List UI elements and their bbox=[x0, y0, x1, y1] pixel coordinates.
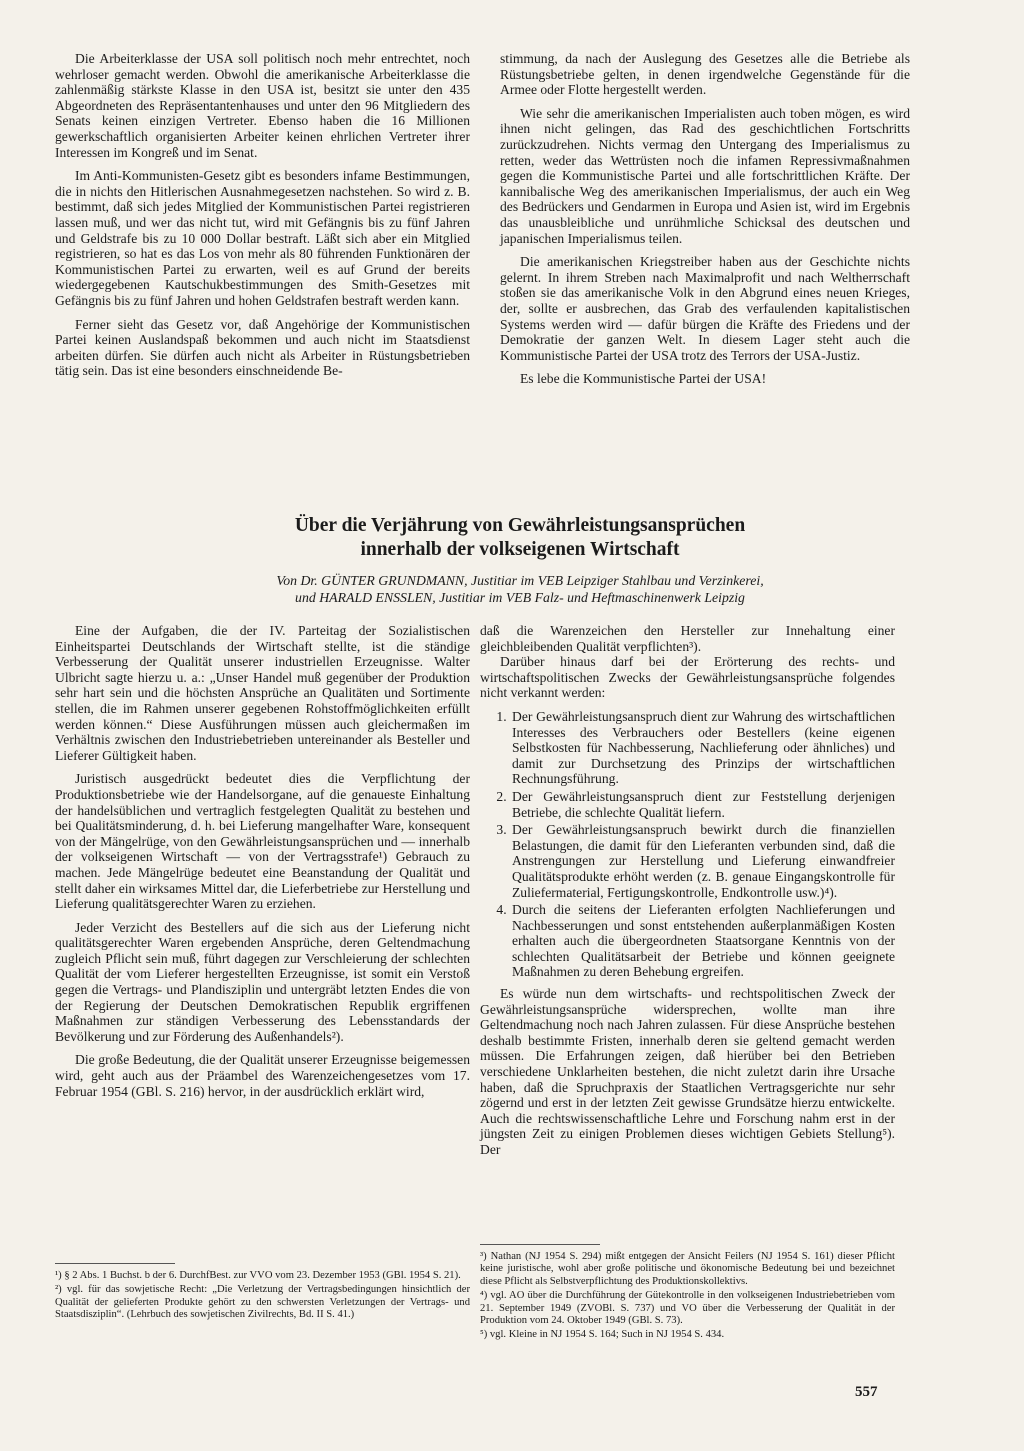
footnote-rule bbox=[55, 1263, 175, 1264]
paragraph: Die Arbeiterklasse der USA soll politisch noch mehr entrechtet, noch wehrloser gemacht werden. Obwohl die amerikanische Arbeiterklasse die zahlenmäßig stärkste Klasse in den USA ist, besitzt sie unter den 435 Abgeordneten des Repräsentantenhauses und unter den 96 Mitgliedern des Senats keinen einzigen Vertreter. Ebenso haben die 16 Millionen gewerkschaftlich organisierten Arbeiter keinen ehrlichen Vertreter ihrer Interessen im Kongreß und im Senat. bbox=[55, 51, 470, 160]
article-column-left bbox=[55, 623, 470, 1099]
footnote: ⁴) vgl. AO über die Durchführung der Gütekontrolle in den volkseigenen Industriebetrieben vom 21. September 1949 (ZVOBl. S. 737) und VO über die Verbesserung der Qualität in der Produktion vom 24. Oktober 1949 (GBl. S. 73). bbox=[480, 1290, 895, 1327]
article-byline bbox=[120, 572, 920, 606]
paragraph: Juristisch ausgedrückt bedeutet dies die Verpflichtung der Produktionsbetriebe wie der Handelsorgane, auf die genaueste Einhaltung der handelsüblichen und vertraglich festgelegten Qualität zu bestehen und bei Qualitätsminderung, d. h. bei Lieferung mangelhafter Ware, konsequent von der Mängelrüge, von den Gewährleistungsansprüchen und — innerhalb der volkseigenen Wirtschaft — von der Vertragsstrafe¹) Gebrauch zu machen. Jede Mängelrüge bedeutet eine Beanstandung der Qualität und stellt daher ein wirksames Mittel dar, die Lieferbetriebe zur Herstellung und Lieferung qualitätsgerechter Waren zu erziehen. bbox=[55, 771, 470, 912]
paragraph: Darüber hinaus darf bei der Erörterung des rechts- und wirtschaftspolitischen Zwecks der Gewährleistungsansprüche folgendes nicht verkannt werden: bbox=[480, 654, 895, 701]
closing-slogan: Es lebe die Kommunistische Partei der USA! bbox=[520, 371, 767, 387]
page-number: 557 bbox=[855, 1384, 878, 1400]
paragraph: Jeder Verzicht des Bestellers auf die sich aus der Lieferung nicht qualitätsgerechter Waren ergebenden Ansprüche, deren Geltendmachung zugleich Pflicht sein muß, führt dagegen zur Verschleierung der schlechten Qualität der vom Lieferer hergestellten Erzeugnisse, ist somit ein Verstoß gegen die Vertrags- und Plandisziplin und untergräbt letzten Endes die von der Regierung der Deutschen Demokratischen Republik ergriffenen Maßnahmen zur ständigen Verbesserung des Lebensstandards der Bevölkerung und zur Förderung des Außenhandels²). bbox=[55, 919, 470, 1044]
paragraph: Im Anti-Kommunisten-Gesetz gibt es besonders infame Bestimmungen, die in nichts den Hitlerischen Ausnahmegesetzen nachstehen. So wird z. B. bestimmt, daß sich jedes Mitglied der Kommunistischen Partei registrieren lassen muß, und wer das nicht tut, wird mit Gefängnis bis zu fünf Jahren und Geldstrafe bis zu 10 000 Dollar bestraft. Läßt sich aber ein Mitglied registrieren, so hat es das Los von mehr als 80 führenden Funktionären der Kommunistischen Partei zu erwarten, weil es auf Grund der bereits wiedergegebenen Kautschukbestimmungen des Smith-Gesetzes mit Gefängnis bis zu fünf Jahren und hohen Geldstrafen bestraft werden kann. bbox=[55, 168, 470, 308]
byline-line: und HARALD ENSSLEN, Justitiar im VEB Falz- und Heftmaschinenwerk Leipzig bbox=[295, 590, 745, 605]
byline-line: Von Dr. GÜNTER GRUNDMANN, Justitiar im VEB Leipziger Stahlbau und Verzinkerei, bbox=[276, 573, 764, 588]
paragraph: stimmung, da nach der Auslegung des Gesetzes alle die Betriebe als Rüstungsbetriebe gelten, in denen irgendwelche Gegenstände für die Armee oder Flotte hergestellt werden. bbox=[500, 51, 910, 98]
footnotes-left bbox=[55, 1257, 470, 1324]
list-item: 4. Durch die seitens der Lieferanten erfolgten Nachlieferungen und Nachbesserungen und sonst entstehenden außerplanmäßigen Kosten erhalten auch die übergeordneten Staatsorgane Kenntnis von der schlechten Qualitätsarbeit der Betriebe und können geeignete Maßnahmen zu deren Behebung ergreifen. bbox=[510, 902, 895, 980]
paragraph: Ferner sieht das Gesetz vor, daß Angehörige der Kommunistischen Partei keinen Auslandspaß bekommen und auch nicht im Staatsdienst arbeiten dürfen. Sie dürfen auch nicht als Arbeiter in Rüstungsbetrieben tätig sein. Das ist eine besonders einschneidende Be- bbox=[55, 316, 470, 379]
paragraph: Eine der Aufgaben, die der IV. Parteitag der Sozialistischen Einheitspartei Deutschlands der Wirtschaft stellte, ist die ständige Verbesserung der Qualität unserer industriellen Erzeugnisse. Walter Ulbricht sagte hierzu u. a.: „Unser Handel muß gegenüber der Produktion sehr hart sein und die höchsten Ansprüche an Qualitäten und Sortimente stellen, die im Rahmen unserer gegebenen Rohstoffmöglichkeiten erfüllt werden können.“ Diese Ausführungen müssen auch gleichermaßen im Verhältnis zwischen den Industriebetrieben untereinander als Besteller und Lieferer Gültigkeit haben. bbox=[55, 623, 470, 763]
footnote: ¹) § 2 Abs. 1 Buchst. b der 6. DurchfBest. zur VVO vom 23. Dezember 1953 (GBl. 1954 S. 21). bbox=[55, 1270, 461, 1281]
footnotes-right bbox=[480, 1238, 895, 1344]
article-title-line: Über die Verjährung von Gewährleistungsansprüchen bbox=[294, 515, 746, 536]
footnote: ³) Nathan (NJ 1954 S. 294) mißt entgegen der Ansicht Feilers (NJ 1954 S. 161) dieser Pflicht keine juristische, wohl aber große politische und ökonomische Bedeutung bei und bezeichnet diese Pflicht als Selbstverpflichtung des Produktionskollektivs. bbox=[480, 1251, 895, 1287]
paragraph: Es würde nun dem wirtschafts- und rechtspolitischen Zweck der Gewährleistungsansprüche widersprechen, wollte man ihre Geltendmachung noch nach Jahren zulassen. Für diese Ansprüche bestehen deshalb bestimmte Fristen, innerhalb deren sie geltend gemacht werden müssen. Die Erfahrungen zeigen, daß hierüber bei den Betrieben verschiedene Unklarheiten bestehen, die nicht zuletzt darin ihre Ursache haben, daß die Spruchpraxis der Staatlichen Vertragsgerichte nur sehr zögernd und erst in der letzten Zeit gewisse Grundsätze hierzu entwickelte. Auch die rechtswissenschaftliche Lehre und Forschung nahm erst in der jüngsten Zeit zu einigen Problemen dieses wichtigen Gebiets Stellung⁵). Der bbox=[480, 986, 895, 1157]
article-title bbox=[120, 514, 920, 562]
paragraph: Die amerikanischen Kriegstreiber haben aus der Geschichte nichts gelernt. In ihrem Streben nach Maximalprofit und nach Weltherrschaft stoßen sie das amerikanische Volk in den Abgrund eines neuen Krieges, der, sollte er ausbrechen, das Grab des verfaulenden kapitalistischen Systems werden wird — dafür bürgen die Kräfte des Friedens und der Demokratie der ganzen Welt. In diesem Lager steht auch die Kommunistische Partei der USA trotz des Terrors der USA-Justiz. bbox=[500, 254, 910, 363]
article-title-line: innerhalb der volkseigenen Wirtschaft bbox=[360, 539, 680, 560]
footnote: ⁵) vgl. Kleine in NJ 1954 S. 164; Such in NJ 1954 S. 434. bbox=[480, 1329, 725, 1341]
paragraph: daß die Warenzeichen den Hersteller zur Innehaltung einer gleichbleibenden Qualität verpflichten³). bbox=[480, 623, 895, 654]
prev-article-column-right bbox=[500, 51, 910, 395]
numbered-list bbox=[480, 709, 895, 980]
paragraph: Die große Bedeutung, die der Qualität unserer Erzeugnisse beigemessen wird, geht auch aus der Präambel des Warenzeichengesetzes vom 17. Februar 1954 (GBl. S. 216) hervor, in der ausdrücklich erklärt wird, bbox=[55, 1052, 470, 1099]
list-item: 2. Der Gewährleistungsanspruch dient zur Feststellung derjenigen Betriebe, die schlechte Qualität liefern. bbox=[510, 789, 895, 820]
article-column-right bbox=[480, 623, 895, 1158]
paragraph: Wie sehr die amerikanischen Imperialisten auch toben mögen, es wird ihnen nicht gelingen, das Rad des geschichtlichen Fortschritts zurückzudrehen. Nichts vermag den Untergang des Imperialismus zu retten, weder das Wettrüsten noch die infamen Repressivmaßnahmen gegen die Kommunistische Partei und alle fortschrittlichen Kräfte. Der kannibalische Weg des amerikanischen Imperialismus, der auch ein Weg des Bedrückers und Gendarmen in Europa und Asien ist, wird im Ergebnis das unausbleibliche und unrühmliche Schicksal des deutschen und japanischen Imperialismus teilen. bbox=[500, 105, 910, 246]
list-item: 1. Der Gewährleistungsanspruch dient zur Wahrung des wirtschaftlichen Interesses des Verbrauchers oder Bestellers (keine eigenen Selbstkosten für Nachbesserung, Nachlieferung oder ähnliches) und damit zur Durchsetzung des Prinzips der wirtschaftlichen Rechnungsführung. bbox=[510, 709, 895, 787]
footnote-rule bbox=[480, 1244, 600, 1245]
prev-article-column-left bbox=[55, 51, 470, 379]
list-item: 3. Der Gewährleistungsanspruch bewirkt durch die finanziellen Belastungen, die damit für den Lieferanten verbunden sind, daß die Anstrengungen zur Herstellung und Lieferung einwandfreier Qualitätsprodukte erhöht werden (z. B. genaue Eingangskontrolle für Zuliefermaterial, Fertigungskontrolle, Endkontrolle usw.)⁴). bbox=[510, 822, 895, 900]
footnote: ²) vgl. für das sowjetische Recht: „Die Verletzung der Vertragsbedingungen hinsichtlich der Qualität der gelieferten Produkte gehört zu den schwersten Verletzungen der Vertrags- und Staatsdisziplin“. (Lehrbuch des sowjetischen Zivilrechts, Bd. II S. 41.) bbox=[55, 1284, 470, 1321]
